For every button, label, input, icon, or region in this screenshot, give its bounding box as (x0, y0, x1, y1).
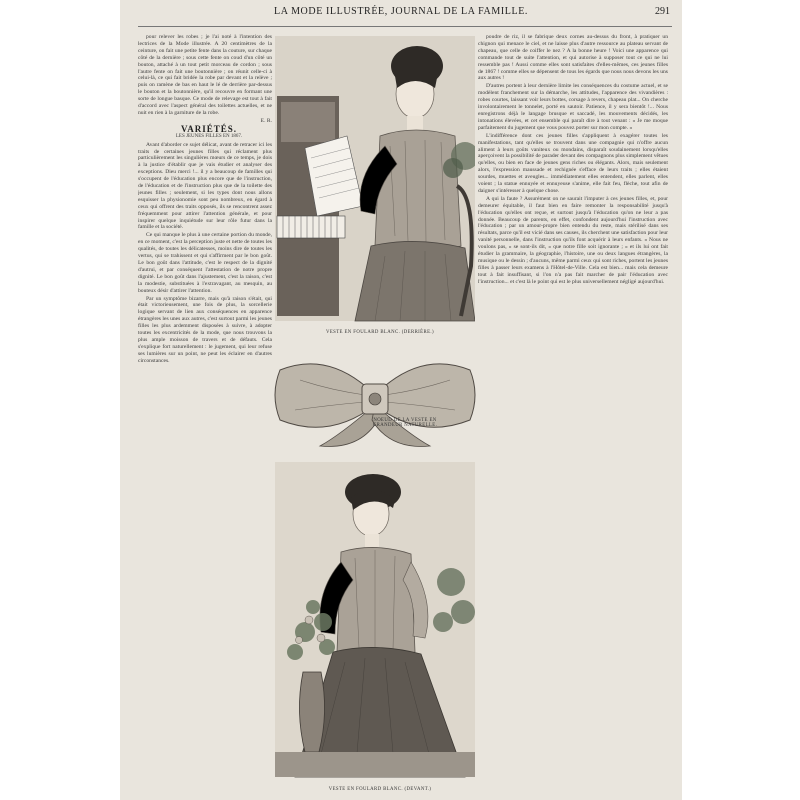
caption-back-view: VESTE EN FOULARD BLANC. (DERRIÈRE.) (325, 330, 435, 335)
caption-bow: NOEUD DE LA VESTE EN GRANDEUR NATURELLE. (372, 418, 438, 428)
page-number: 291 (655, 6, 670, 17)
page-header (120, 6, 682, 20)
header-rule (138, 26, 672, 27)
article-paragraph: A qui la faute ? Assurément on ne saurait l'imputer à ces jeunes filles, et, pour demeurer équitable, il faut bien en faire remonter la responsabilité jusqu'à l'éducation qu'elles ont reçue, et surtout jusqu'à l'éducation qu'on ne leur a pas donnée. Beaucoup de parents, en effet, confondent aujourd'hui l'instruction avec l'éducation ; par un amour-propre bien entendu du reste, mais stérilisé dans ses résultats, parce qu'il est vicié dans ses causes, ils cherchent une satisfaction pour leur vanité personnelle, dans l'instruction qu'ils font acquérir à leurs enfants. « Nous ne voulons pas, » se sont-ils dit, « que notre fille soit ignorante ; » et ils lui ont fait étudier la grammaire, la géographie, l'histoire, une ou deux langues étrangères, la musique ou le dessin ; d'aucuns, même parmi ceux qui sont riches, portent les jeunes filles à passer leurs examens à l'Hôtel-de-Ville. Cela est bien... mais cela demeure tout à fait insuffisant, si l'on n'a pas fait marcher de pair l'éducation avec l'instruction... et c'est là le point qui est le plus universellement négligé aujourd'hui. (478, 195, 668, 285)
article-paragraph: Ce qui manque le plus à une certaine portion du monde, en ce moment, c'est la perception juste et nette de toutes les qualités, de toutes les délicatesses, moins dire de toutes les vertus, qui se trahissent et qui s'affirment par le bon goût. Le bon goût dans l'attitude, c'est le respect de la dignité d'autrui, et par conséquent l'attestation de notre propre dignité. Le bon goût dans l'ajustement, c'est la raison, c'est la modestie, substituées à l'extravagant, au mesquin, au bouteux désir d'attirer l'attention. (138, 232, 272, 294)
article-paragraph: D'autres portent à leur dernière limite les conséquences du costume actuel, et se modèlent franchement sur la démarche, les attitudes, l'apparence des vivandières : robes courtes, laissant voir leurs bottes, corsage à revers, chapeau plat... On cherche involontairement le tonnelet, porté en sautoir. Patience, il y sera bientôt !... Nous enregistrons déjà le langage brusque et saccadé, les mouvements décidés, les intonations élevées, et cet ensemble qui paraît dire à tout venant : « Je me moque parfaitement du jugement que vous pouvez porter sur mon compte. » (478, 83, 668, 131)
illustration-woman-at-piano (275, 36, 475, 326)
article-paragraph: poudre de riz, il se fabrique deux cornes au-dessus du front, à pratiquer un chignon qui menace le ciel, et ne laisse plus d'autre ressource au plateau servant de chapeau, que celle de coiffer le nez ? A la bonne heure ! Voici une apparence qui commande tout de suite l'attention, et qui autorise à supposer tout ce qui ne lui ressemble pas ! Aussi comme elles sont satisfaites d'elles-mêmes, ces jeunes filles de 1867 ! comme elles se dépensent de tous les égards que nous nous devons les uns aux autres ! (478, 34, 668, 82)
section-title: VARIÉTÉS. (180, 123, 238, 134)
intro-signature: E. R. (260, 117, 272, 124)
article-paragraph: L'indifférence dont ces jeunes filles s'appliquent à exagérer toutes les manifestations, tant qu'elles se trouvent dans une compagnie qui n'offre aucun aliment à leurs goûts vaniteux ou mondains, disparaît soudainement lorsqu'elles aperçoivent la possibilité de parader devant des compagnons plus simplement vêtues qu'elles, ou bien en face de jeunes gens riches ou élégants. Alors, mais seulement alors, l'expression maussade et rechignée s'efface de leurs traits ; elles étaient sourdes, muettes et aveugles... immédiatement elles entendent, elles parlent, elles voient ; la statue ennuyée et ennuyeuse s'anime, elle fait feu, flèche, tout afin de daigner s'intéresser à quelque chose. (478, 132, 668, 194)
article-paragraph: Avant d'aborder ce sujet délicat, avant de retracer ici les traits de certaines jeunes filles qui réclament plus particulièrement les singulières mœurs de ce temps, je dois à la justice d'établir que je vais étudier et analyser des exceptions. Dieu merci !... il y a beaucoup de familles qui s'occupent de l'éducation plus encore que de l'instruction, de l'éducation et de l'instruction plus que de la toilette des jeunes filles ; seulement, si les types dont nous allons esquisser la physionomie sont peu nombreux, en égard à ceux qui offrent des traits opposés, ils se rencontrent assez fréquemment pour attirer l'attention générale, et pour inspirer quelque inquiétude sur leur rôle futur dans la famille et la société. (138, 141, 272, 231)
section-subtitle: LES JEUNES FILLES EN 1867. (175, 133, 243, 139)
illustration-bow (270, 350, 480, 450)
journal-page (120, 0, 682, 800)
right-text-column (478, 34, 668, 789)
intro-paragraph: pour relever les robes ; je l'ai noté à l'intention des lectrices de la Mode illustrée. A 20 centimètres de la ceinture, on fait une petite fente dans la couture, sur chaque côté de la dernière ; sous cette fente on coud d'un côté un bouton, attaché à un tout petit morceau de cordon ; sous l'autre fente on fait une boutonnière ; on réunit celle-ci à celui-là, ce qui fait bridée la robe par devant et la relève ; puis on ramène de bas en haut le lé de derrière par-dessus le bouton et la boutonnière, qu'il recouvre en formant une sorte de longue basque. Ce mode de relevage est tout à fait d'accord avec l'aspect général des toilettes actuelles, et ne nuit en rien à la garniture de la robe. (138, 34, 272, 116)
left-text-column (138, 34, 272, 789)
journal-title: LA MODE ILLUSTRÉE, JOURNAL DE LA FAMILLE. (273, 6, 529, 17)
caption-front-view: VESTE EN FOULARD BLANC. (DEVANT.) (328, 787, 432, 792)
illustration-woman-with-flowers (275, 462, 475, 782)
article-paragraph: Par un symptôme bizarre, mais qu'à raison s'était, qui était victorieusement, une fois de plus, la sorcellerie logique servant de lien aux conséquences en apparence étrangères les unes aux autres, c'est surtout parmi les jeunes filles les plus ardemment disposées à suivre, à adopter toutes les excentricités de la mode, que nous trouvons la plus ample moisson de travers et de défauts. Cela s'explique fort naturellement : le jugement, qui leur refuse ses lumières sur un point, ne peut les éclairer en d'autres circonstances. (138, 295, 272, 364)
